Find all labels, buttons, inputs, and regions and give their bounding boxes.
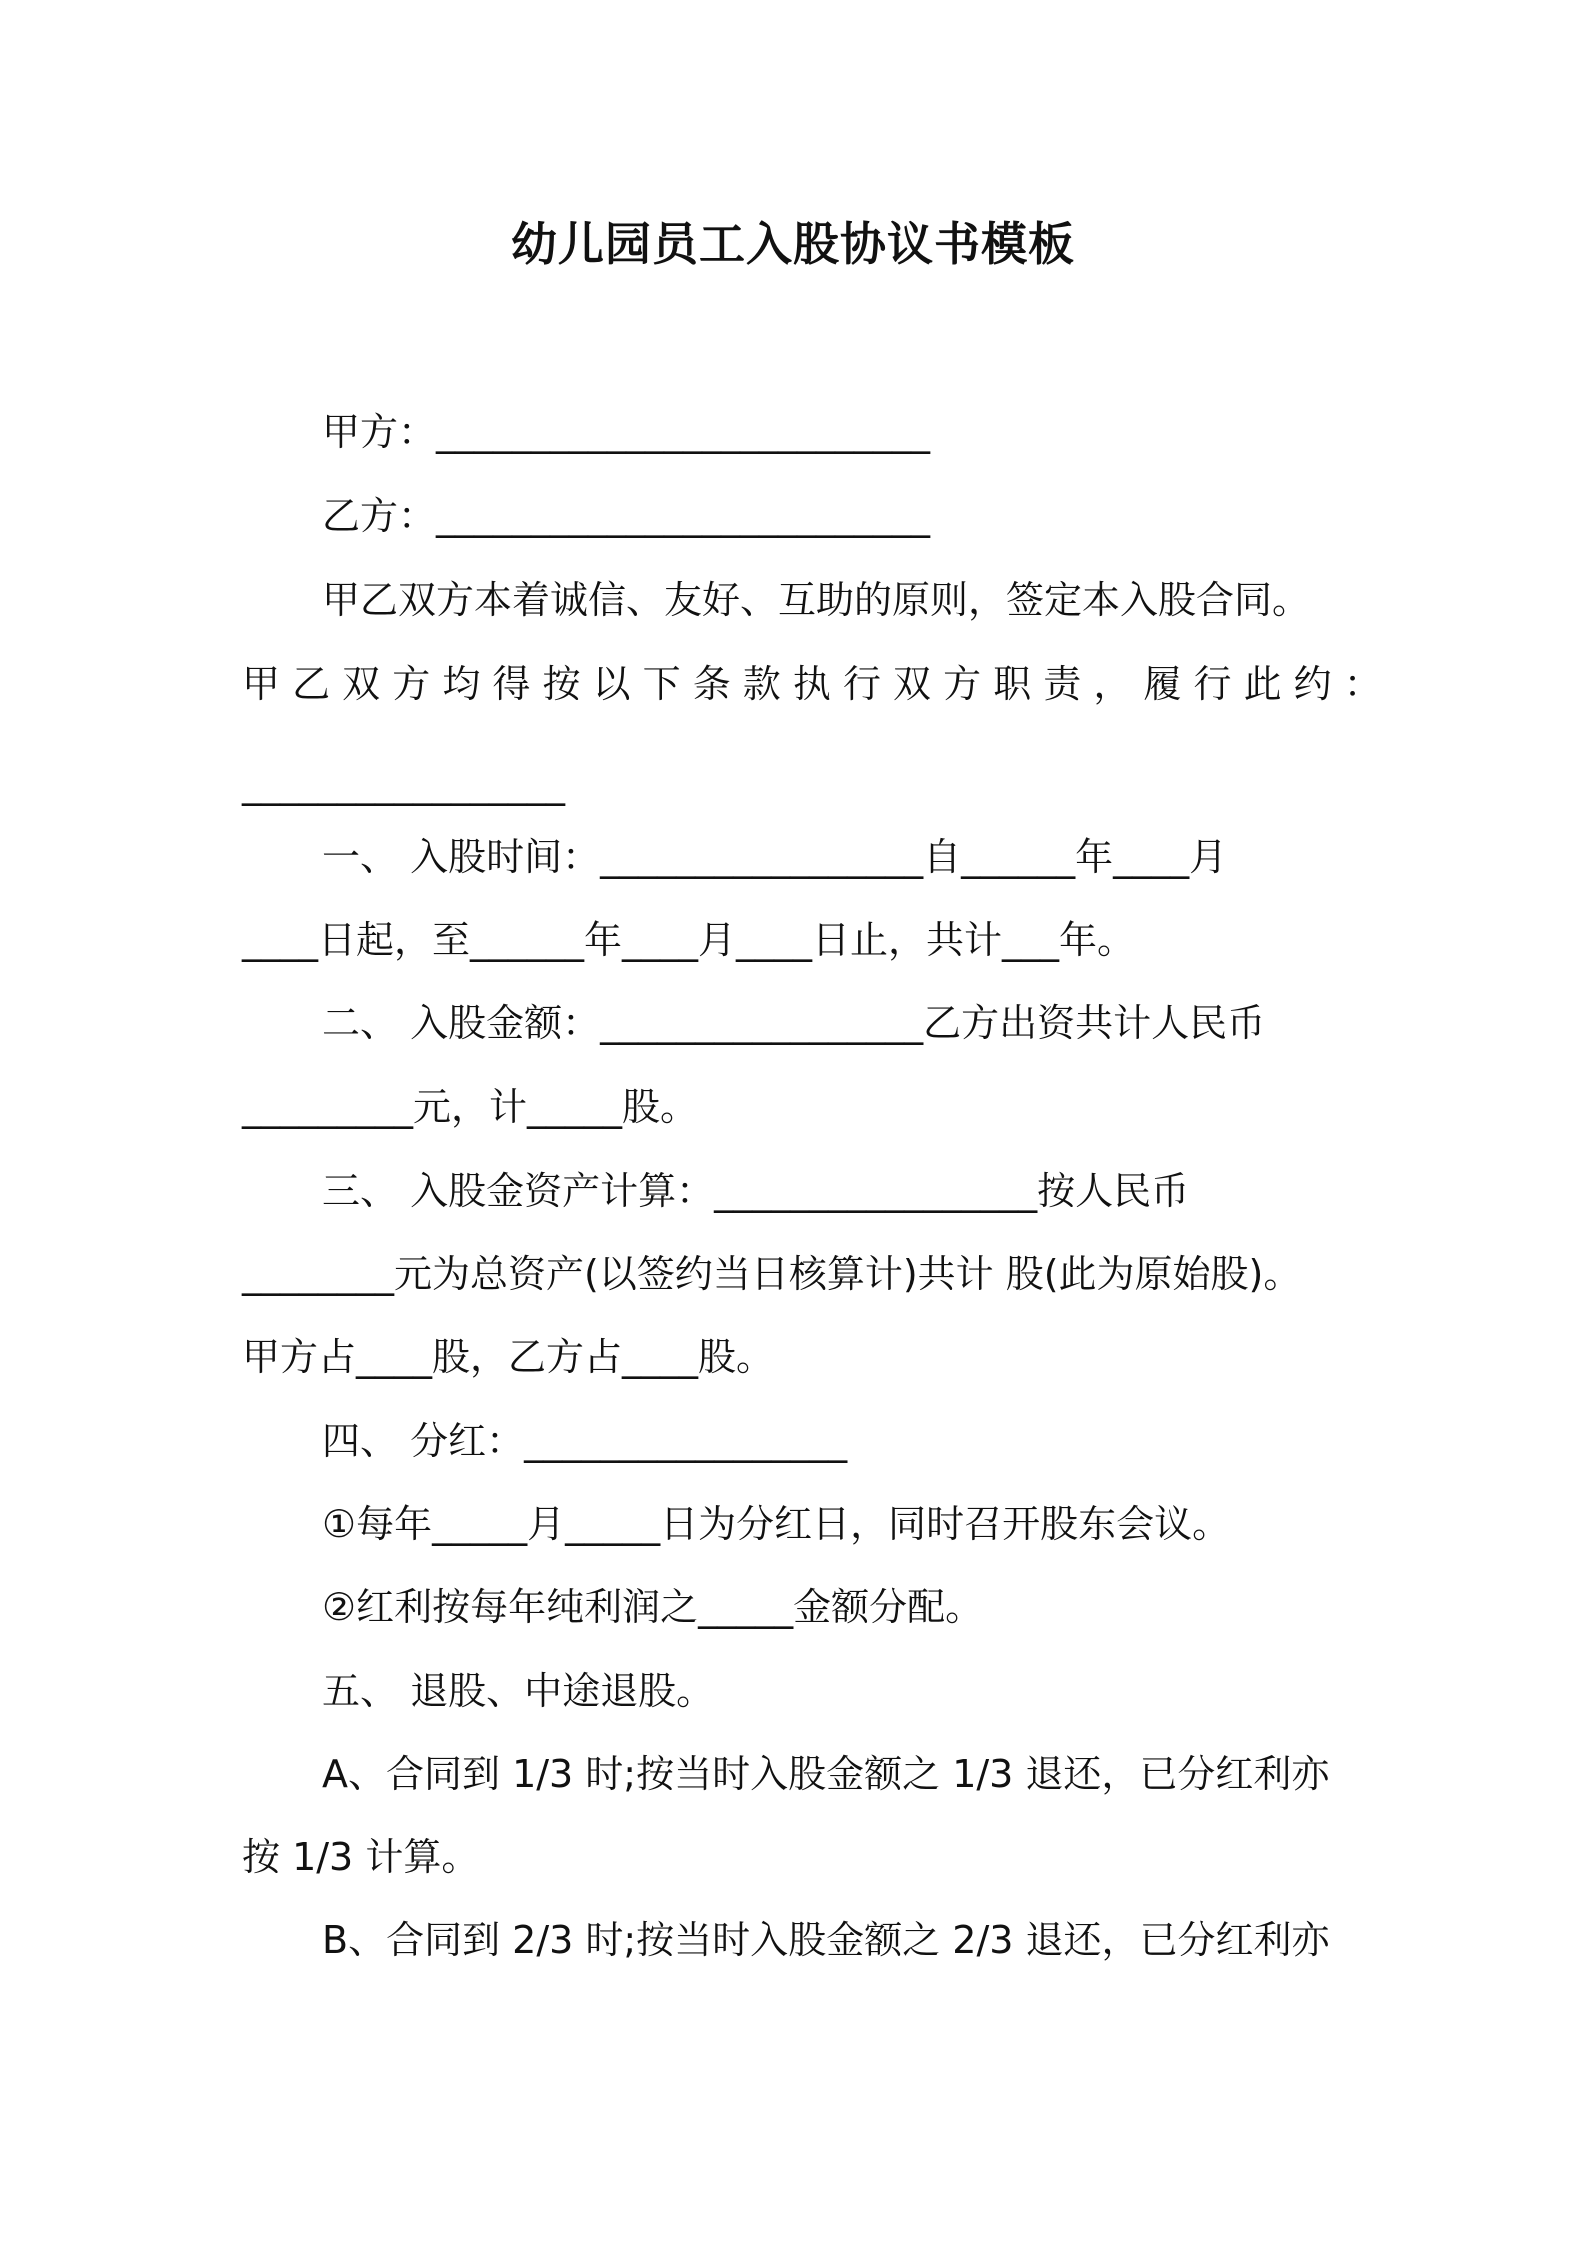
- preamble-blank-line: _________________: [242, 762, 565, 806]
- clause-4-item-2: ②红利按每年纯利润之_____金额分配。: [322, 1585, 984, 1629]
- clause-1-line-1: 一、 入股时间：_________________自______年____月: [322, 835, 1228, 879]
- clause-5-item-b-line-1: B、合同到 2/3 时;按当时入股金额之 2/3 退还，已分红利亦: [322, 1918, 1330, 1962]
- preamble-line: 甲乙双方本着诚信、友好、互助的原则，签定本入股合同。: [322, 578, 1311, 622]
- preamble-line-2: 甲 乙 双 方 均 得 按 以 下 条 款 执 行 双 方 职 责 ， 履 行 此 约 ：: [242, 662, 1382, 706]
- party-b-line: 乙方：__________________________: [322, 494, 931, 538]
- clause-4-line-1: 四、 分红：_________________: [322, 1419, 848, 1463]
- clause-3-line-2: ________元为总资产(以签约当日核算计)共计 股(此为原始股)。: [242, 1252, 1302, 1296]
- clause-1-line-2: ____日起，至______年____月____日止，共计___年。: [242, 918, 1136, 962]
- document-title: 幼儿园员工入股协议书模板: [511, 217, 1075, 271]
- clause-3-line-1: 三、 入股金资产计算：_________________按人民币: [322, 1169, 1190, 1213]
- party-a-line: 甲方：__________________________: [322, 410, 931, 454]
- clause-3-line-3: 甲方占____股，乙方占____股。: [242, 1335, 775, 1379]
- clause-4-item-1: ①每年_____月_____日为分红日，同时召开股东会议。: [322, 1502, 1231, 1546]
- clause-5-line-1: 五、 退股、中途退股。: [322, 1669, 715, 1713]
- clause-2-line-2: _________元，计_____股。: [242, 1085, 699, 1129]
- clause-5-item-a-line-1: A、合同到 1/3 时;按当时入股金额之 1/3 退还，已分红利亦: [322, 1752, 1330, 1796]
- clause-5-item-a-line-2: 按 1/3 计算。: [242, 1835, 480, 1879]
- clause-2-line-1: 二、 入股金额：_________________乙方出资共计人民币: [322, 1001, 1266, 1045]
